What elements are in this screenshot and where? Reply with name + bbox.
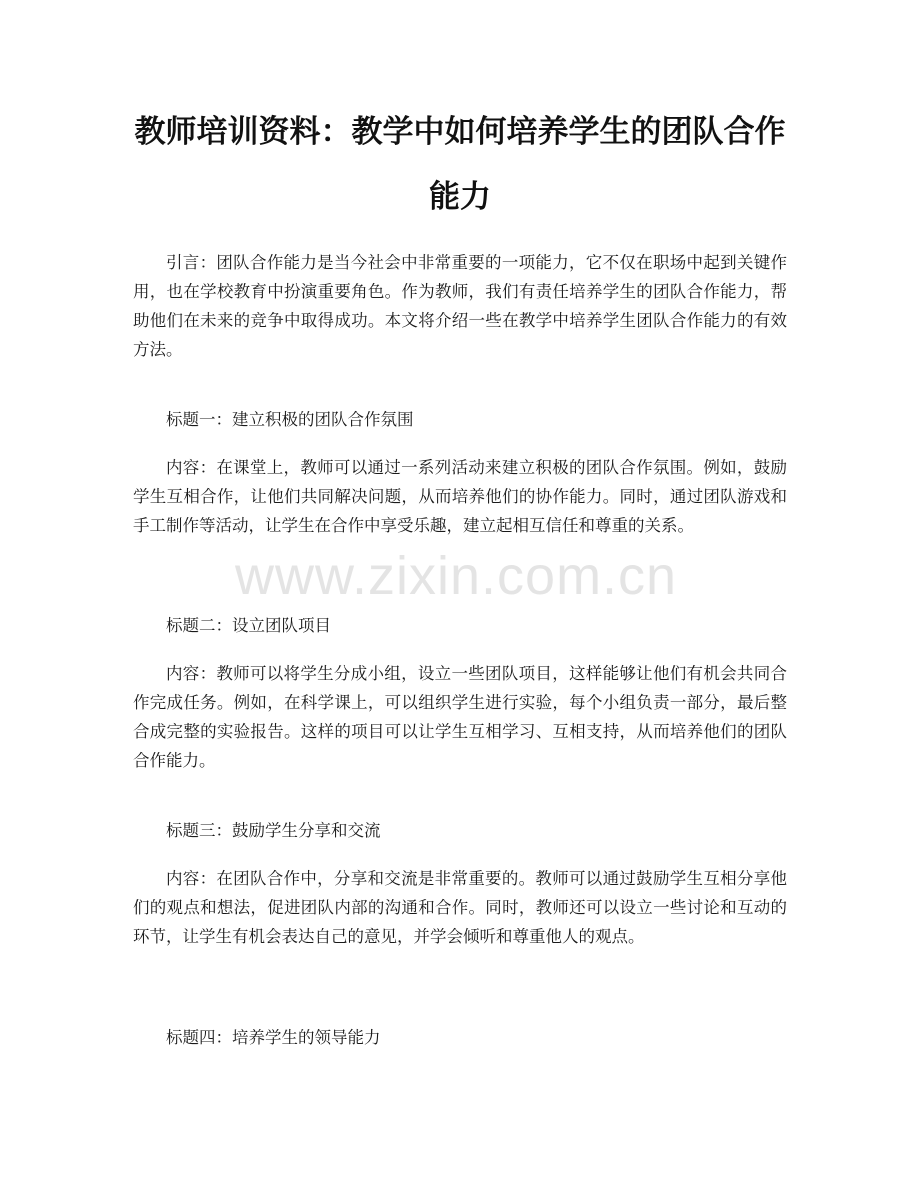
document-title: 教师培训资料：教学中如何培养学生的团队合作能力: [134, 114, 786, 215]
section-heading-4: 标题四：培养学生的领导能力: [166, 1028, 381, 1047]
section-content-2: 内容：教师可以将学生分成小组，设立一些团队项目，这样能够让他们有机会共同合作完成任务。例如，在科学课上，可以组织学生进行实验，每个小组负责一部分，最后整合成完整的实验报告。这样的项目可以让学生互相学习、互相支持，从而培养他们的团队合作能力。: [133, 664, 787, 770]
section-content-1: 内容：在课堂上，教师可以通过一系列活动来建立积极的团队合作氛围。例如，鼓励学生互相合作，让他们共同解决问题，从而培养他们的协作能力。同时，通过团队游戏和手工制作等活动，让学生在合作中享受乐趣，建立起相互信任和尊重的关系。: [133, 458, 787, 535]
section-content-3: 内容：在团队合作中，分享和交流是非常重要的。教师可以通过鼓励学生互相分享他们的观点和想法，促进团队内部的沟通和合作。同时，教师还可以设立一些讨论和互动的环节，让学生有机会表达自己的意见，并学会倾听和尊重他人的观点。: [133, 869, 787, 946]
section-heading-2: 标题二：设立团队项目: [166, 616, 331, 635]
section-heading-1: 标题一：建立积极的团队合作氛围: [166, 410, 414, 429]
watermark-text: www.zixin.com.cn: [235, 546, 678, 606]
section-heading-3: 标题三：鼓励学生分享和交流: [166, 821, 381, 840]
intro-paragraph: 引言：团队合作能力是当今社会中非常重要的一项能力，它不仅在职场中起到关键作用，也在学校教育中扮演重要角色。作为教师，我们有责任培养学生的团队合作能力，帮助他们在未来的竞争中取得成功。本文将介绍一些在教学中培养学生团队合作能力的有效方法。: [133, 253, 787, 359]
